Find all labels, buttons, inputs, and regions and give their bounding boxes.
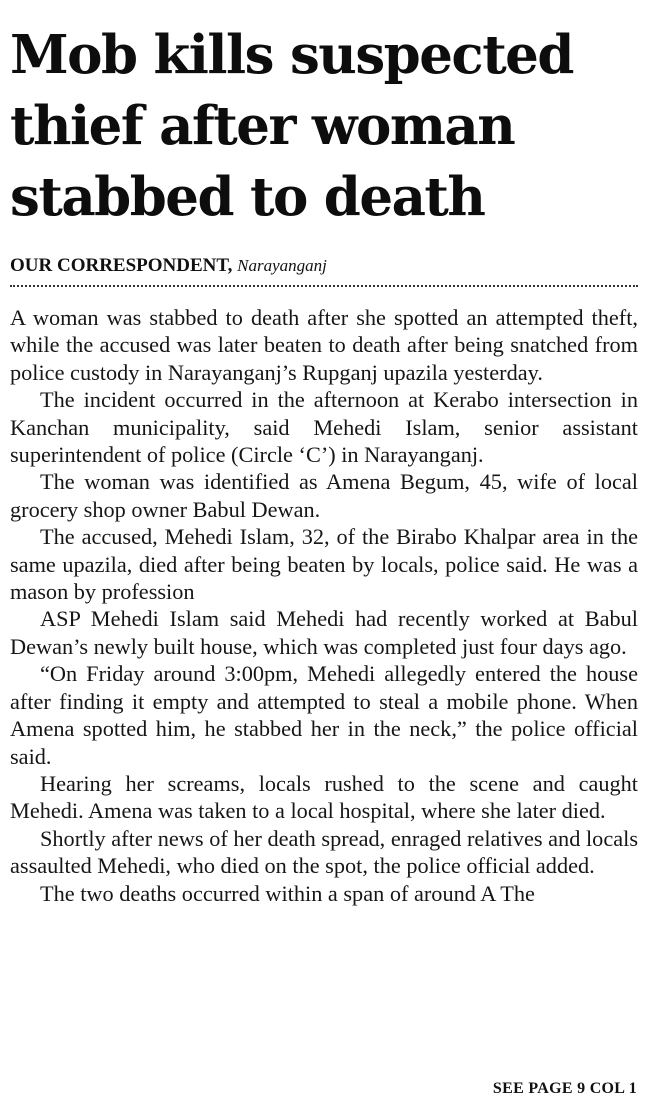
body-paragraph: Shortly after news of her death spread, enraged relatives and locals assaulted Mehedi, who died on the spot, the police official added. <box>10 825 638 879</box>
headline <box>10 20 638 233</box>
article-body <box>10 304 638 907</box>
body-paragraph: ASP Mehedi Islam said Mehedi had recently worked at Babul Dewan’s newly built house, which was completed just four days ago. <box>10 606 638 659</box>
body-paragraph: The incident occurred in the afternoon at Kerabo intersection in Kanchan municipality, said Mehedi Islam, senior assistant superintendent of police (Circle ‘C’) in Narayanganj. <box>10 387 638 468</box>
body-paragraph: Hearing her screams, locals rushed to the scene and caught Mehedi. Amena was taken to a local hospital, where she later died. <box>10 770 638 824</box>
headline-line-1: Mob kills suspected <box>10 24 573 86</box>
headline-line-3: stabbed to death <box>10 166 485 228</box>
byline <box>10 255 638 277</box>
body-paragraph: “On Friday around 3:00pm, Mehedi allegedly entered the house after finding it empty and attempted to steal a mobile phone. When Amena spotted him, he stabbed her in the neck,” the police official said. <box>10 661 638 769</box>
headline-line-2: thief after woman <box>10 95 515 157</box>
body-paragraph: The accused, Mehedi Islam, 32, of the Birabo Khalpar area in the same upazila, died after being beaten by locals, police said. He was a mason by profession <box>10 524 638 605</box>
dotted-divider <box>10 285 638 287</box>
jump-reference: SEE PAGE 9 COL 1 <box>492 1080 637 1097</box>
body-paragraph: The woman was identified as Amena Begum, 45, wife of local grocery shop owner Babul Dewan. <box>10 469 638 522</box>
byline-correspondent: OUR CORRESPONDENT, <box>10 255 233 276</box>
body-paragraph: A woman was stabbed to death after she spotted an attempted theft, while the accused was later beaten to death after being snatched from police custody in Narayanganj’s Rupganj upazila yesterday. <box>10 305 638 385</box>
article <box>10 20 638 907</box>
byline-location: Narayanganj <box>237 256 327 275</box>
body-paragraph: The two deaths occurred within a span of around A The <box>40 880 535 906</box>
